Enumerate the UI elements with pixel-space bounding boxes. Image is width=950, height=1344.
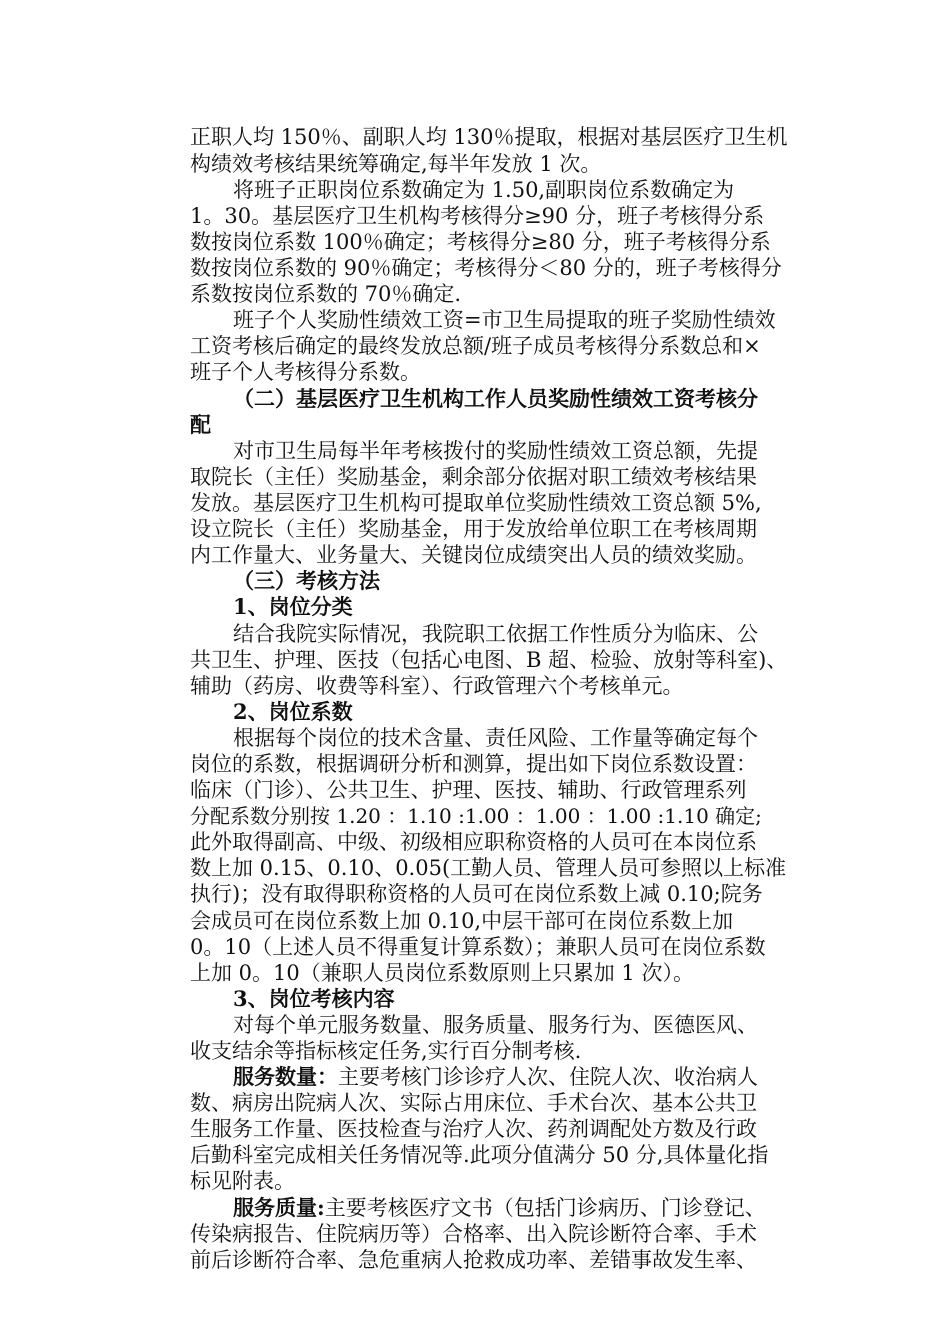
subsection-heading: 1、岗位分类 [233, 594, 353, 619]
text-line: 岗位的系数，根据调研分析和测算，提出如下岗位系数设置： [190, 752, 757, 776]
text-line: 后勤科室完成相关任务情况等.此项分值满分 50 分,具体量化指 [190, 1143, 769, 1167]
text-line: 根据每个岗位的技术含量、责任风险、工作量等确定每个 [233, 726, 758, 750]
text-line: 0。10（上述人员不得重复计算系数）；兼职人员可在岗位系数 [190, 935, 766, 959]
text-run: 主要考核医疗文书（包括门诊病历、门诊登记、 [324, 1196, 766, 1220]
text-line: 设立院长（主任）奖励基金，用于发放给单位职工在考核周期 [190, 517, 757, 541]
text-line: 共卫生、护理、医技（包括心电图、B 超、检验、放射等科室)、 [190, 648, 788, 672]
text-line: 数、病房出院病人次、实际占用床位、手术台次、基本公共卫 [190, 1091, 757, 1115]
text-line: 临床（门诊）、公共卫生、护理、医技、辅助、行政管理系列 [190, 778, 747, 802]
text-line: 结合我院实际情况，我院职工依据工作性质分为临床、公 [233, 622, 758, 646]
text-line: 取院长（主任）奖励基金，剩余部分依据对职工绩效考核结果 [190, 465, 757, 489]
text-line: 传染病报告、住院病历等）合格率、出入院诊断符合率、手术 [190, 1222, 757, 1246]
subsection-heading: 2、岗位系数 [233, 699, 353, 724]
text-line: 系数按岗位系数的 70％确定. [190, 282, 462, 306]
text-line [233, 1064, 758, 1090]
section-heading-continued: 配 [190, 412, 211, 437]
text-line: 对市卫生局每半年考核拨付的奖励性绩效工资总额，先提 [233, 439, 758, 463]
text-line: 数上加 0.15、0.10、0.05(工勤人员、管理人员可参照以上标准 [190, 856, 787, 880]
section-heading: （二）基层医疗卫生机构工作人员奖励性绩效工资考核分 [233, 386, 758, 411]
text-line: 前后诊断符合率、急危重病人抢救成功率、差错事故发生率、 [190, 1248, 757, 1272]
text-line: 标见附表。 [190, 1169, 295, 1193]
text-line: 数按岗位系数 100％确定；考核得分≥80 分，班子考核得分系 [190, 230, 771, 254]
text-line: 班子个人考核得分系数。 [190, 360, 421, 384]
text-line: 对每个单元服务数量、服务质量、服务行为、医德医风、 [233, 1013, 758, 1037]
text-line: 会成员可在岗位系数上加 0.10,中层干部可在岗位系数上加 [190, 909, 734, 933]
text-line: 1。30。基层医疗卫生机构考核得分≥90 分，班子考核得分系 [190, 204, 765, 228]
section-heading: （三）考核方法 [233, 568, 380, 593]
text-line: 将班子正职岗位系数确定为 1.50,副职岗位系数确定为 [233, 178, 735, 202]
subsection-heading: 3、岗位考核内容 [233, 986, 395, 1011]
text-line: 生服务工作量、医技检查与治疗人次、药剂调配处方数及行政 [190, 1117, 757, 1141]
text-line [233, 1195, 766, 1221]
text-run: 主要考核门诊诊疗人次、住院人次、收治病人 [338, 1065, 758, 1089]
text-line: 正职人均 150％、副职人均 130％提取，根据对基层医疗卫生机 [190, 125, 788, 149]
text-line: 辅助（药房、收费等科室）、行政管理六个考核单元。 [190, 674, 684, 698]
text-line: 此外取得副高、中级、初级相应职称资格的人员可在本岗位系 [190, 830, 757, 854]
text-line: 构绩效考核结果统筹确定,每半年发放 1 次。 [190, 152, 602, 176]
service-quality-label: 服务质量: [233, 1195, 325, 1220]
text-line: 内工作量大、业务量大、关键岗位成绩突出人员的绩效奖励。 [190, 543, 757, 567]
text-line: 上加 0。10（兼职人员岗位系数原则上只累加 1 次）。 [190, 961, 694, 985]
text-line: 分配系数分别按 1.20 ：1.10 :1.00 ：1.00 ：1.00 :1.10 确定; [190, 804, 762, 828]
text-line: 发放。基层医疗卫生机构可提取单位奖励性绩效工资总额 5%, [190, 491, 762, 515]
text-line: 收支结余等指标核定任务,实行百分制考核. [190, 1039, 582, 1063]
service-quantity-label: 服务数量： [233, 1064, 338, 1089]
text-line: 班子个人奖励性绩效工资=市卫生局提取的班子奖励性绩效 [233, 308, 776, 332]
text-line: 执行)；没有取得职称资格的人员可在岗位系数上减 0.10;院务 [190, 882, 763, 906]
text-line: 数按岗位系数的 90％确定；考核得分＜80 分的，班子考核得分 [190, 256, 782, 280]
text-line: 工资考核后确定的最终发放总额/班子成员考核得分系数总和× [190, 334, 761, 358]
